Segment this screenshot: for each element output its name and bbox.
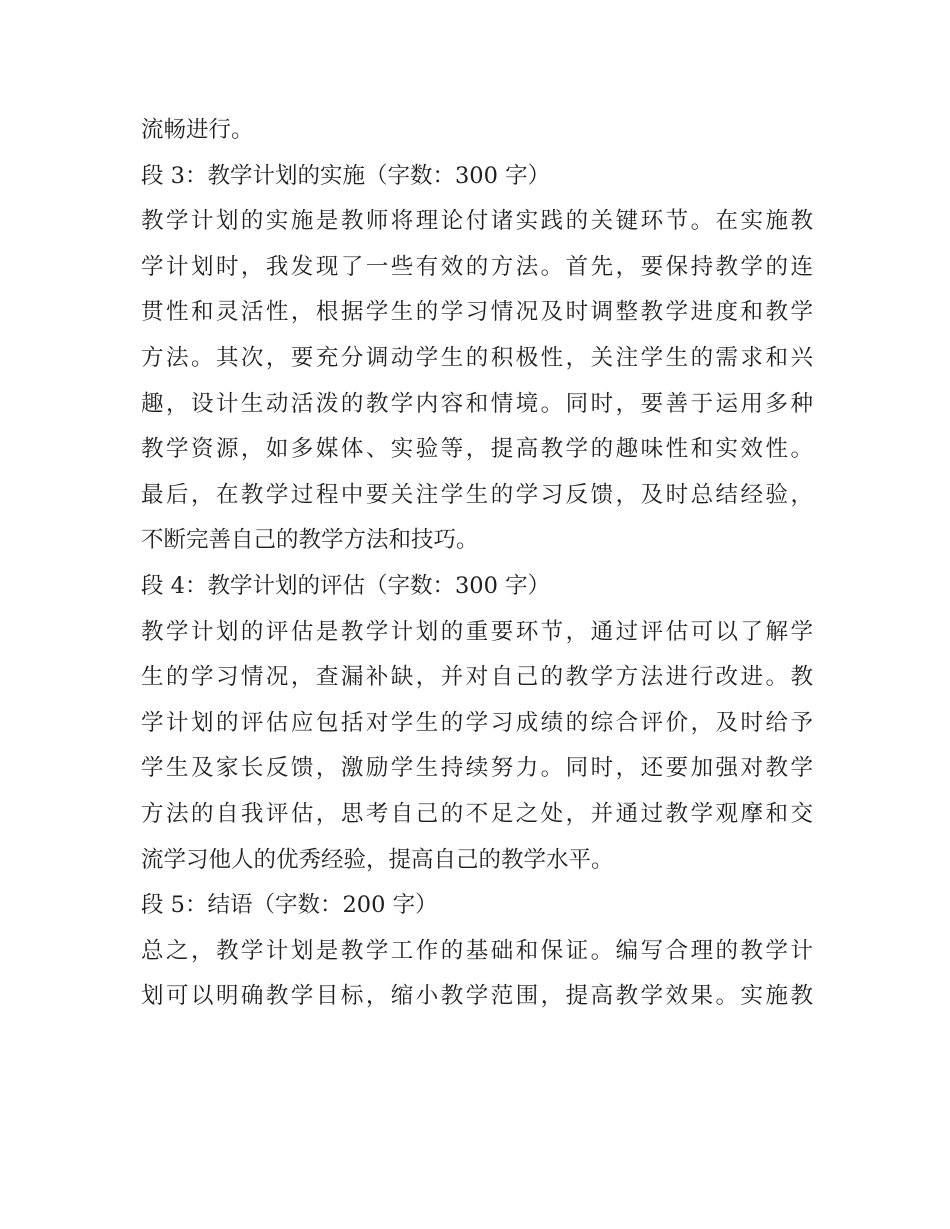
paragraph-line: 不断完善自己的教学方法和技巧。	[141, 527, 479, 554]
paragraph-line: 最后，在教学过程中要关注学生的学习反馈，及时总结经验，	[141, 481, 813, 508]
paragraph-line: 方法的自我评估，思考自己的不足之处，并通过教学观摩和交	[141, 800, 813, 827]
paragraph-line: 学计划时，我发现了一些有效的方法。首先，要保持教学的连	[141, 253, 813, 280]
section-heading-3: 段 3：教学计划的实施（字数：300 字）	[141, 162, 551, 189]
paragraph-line: 流畅进行。	[141, 117, 254, 143]
paragraph-line: 总之，教学计划是教学工作的基础和保证。编写合理的教学计	[141, 937, 813, 964]
document-body	[141, 108, 813, 1020]
paragraph-line: 流学习他人的优秀经验，提高自己的教学水平。	[141, 846, 614, 873]
paragraph-line: 教学资源，如多媒体、实验等，提高教学的趣味性和实效性。	[141, 436, 813, 463]
paragraph-line: 方法。其次，要充分调动学生的积极性，关注学生的需求和兴	[141, 344, 813, 371]
paragraph-line: 教学计划的实施是教师将理论付诸实践的关键环节。在实施教	[141, 208, 813, 235]
paragraph-line: 生的学习情况，查漏补缺，并对自己的教学方法进行改进。教	[141, 664, 813, 691]
paragraph-line: 学计划的评估应包括对学生的学习成绩的综合评价，及时给予	[141, 709, 813, 736]
paragraph-line: 划可以明确教学目标，缩小教学范围，提高教学效果。实施教	[141, 983, 813, 1010]
paragraph-line: 学生及家长反馈，激励学生持续努力。同时，还要加强对教学	[141, 755, 813, 782]
paragraph-line: 贯性和灵活性，根据学生的学习情况及时调整教学进度和教学	[141, 299, 813, 326]
paragraph-line: 趣，设计生动活泼的教学内容和情境。同时，要善于运用多种	[141, 390, 813, 417]
section-heading-5: 段 5：结语（字数：200 字）	[141, 892, 438, 919]
section-heading-4: 段 4：教学计划的评估（字数：300 字）	[141, 572, 551, 599]
paragraph-line: 教学计划的评估是教学计划的重要环节，通过评估可以了解学	[141, 618, 813, 645]
